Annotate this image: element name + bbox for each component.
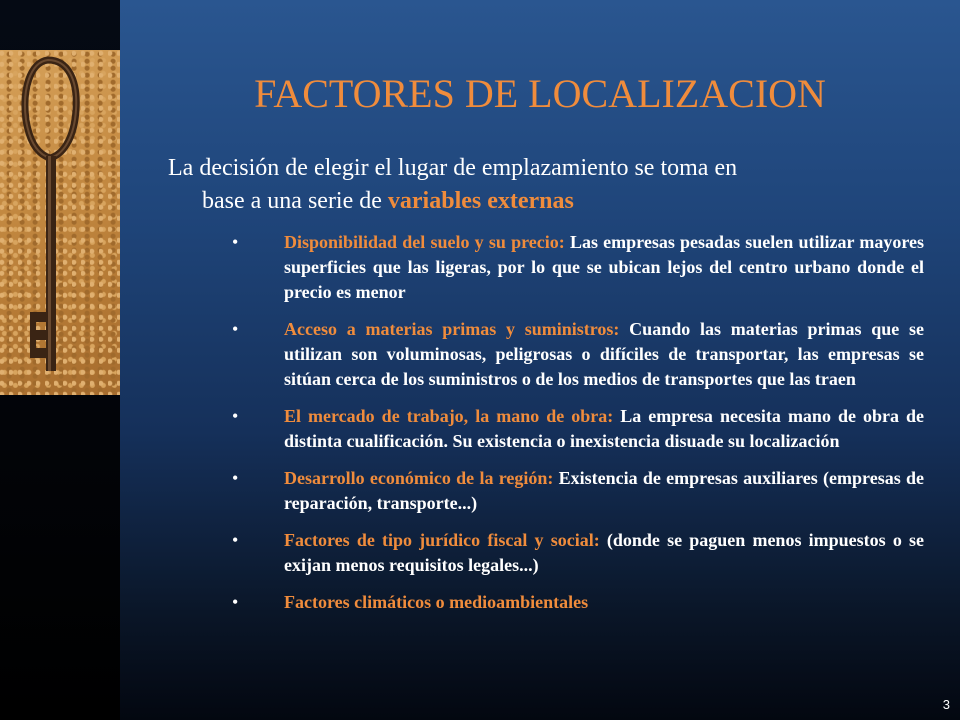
list-item (232, 590, 924, 615)
factor-list (232, 230, 924, 627)
intro-line-2-lead: base a una serie de (202, 188, 388, 214)
factor-term: Factores de tipo jurídico fiscal y social: (284, 530, 600, 550)
intro-line-2 (168, 188, 574, 214)
factor-text: La empresa necesita mano de obra de distinta cualificación. Su existencia o inexistencia disuade su localización (284, 406, 924, 451)
factor-text: Las empresas pesadas suelen utilizar mayores superficies que las ligeras, por lo que se ubican lejos del centro urbano donde el precio es menor (284, 232, 925, 302)
page-number: 3 (942, 697, 950, 712)
list-item (232, 404, 924, 454)
factor-term: Desarrollo económico de la región: (284, 468, 554, 488)
factor-text: Existencia de empresas auxiliares (empresas de reparación, transporte...) (284, 468, 924, 513)
slide-title: FACTORES DE LOCALIZACION (254, 71, 826, 116)
factor-text: (donde se paguen menos impuestos o se exijan menos requisitos legales...) (284, 530, 924, 575)
bullet-icon: • (232, 319, 239, 339)
factor-term: Factores climáticos o medioambientales (284, 592, 589, 612)
intro-paragraph (168, 152, 924, 218)
factor-term: Disponibilidad del suelo y su precio: (284, 232, 565, 252)
bullet-icon: • (232, 406, 239, 426)
bullet-icon: • (232, 468, 239, 488)
factor-term: Acceso a materias primas y suministros: (284, 319, 620, 339)
intro-line-1: La decisión de elegir el lugar de emplazamiento se toma en (168, 155, 738, 181)
list-item (232, 466, 924, 516)
bullet-icon: • (232, 232, 239, 252)
bullet-icon: • (232, 530, 239, 550)
old-key-icon (0, 50, 120, 395)
intro-accent-variables: variables externas (387, 188, 574, 214)
factor-text: Cuando las materias primas que se utilizan son voluminosas, peligrosas o difíciles de transportar, las empresas se sitúan cerca de los suministros o de los medios de transportes que las traen (284, 319, 924, 389)
factor-term: El mercado de trabajo, la mano de obra: (284, 406, 614, 426)
list-item (232, 230, 924, 305)
list-item (232, 528, 924, 578)
list-item (232, 317, 924, 392)
bullet-icon: • (232, 592, 239, 612)
